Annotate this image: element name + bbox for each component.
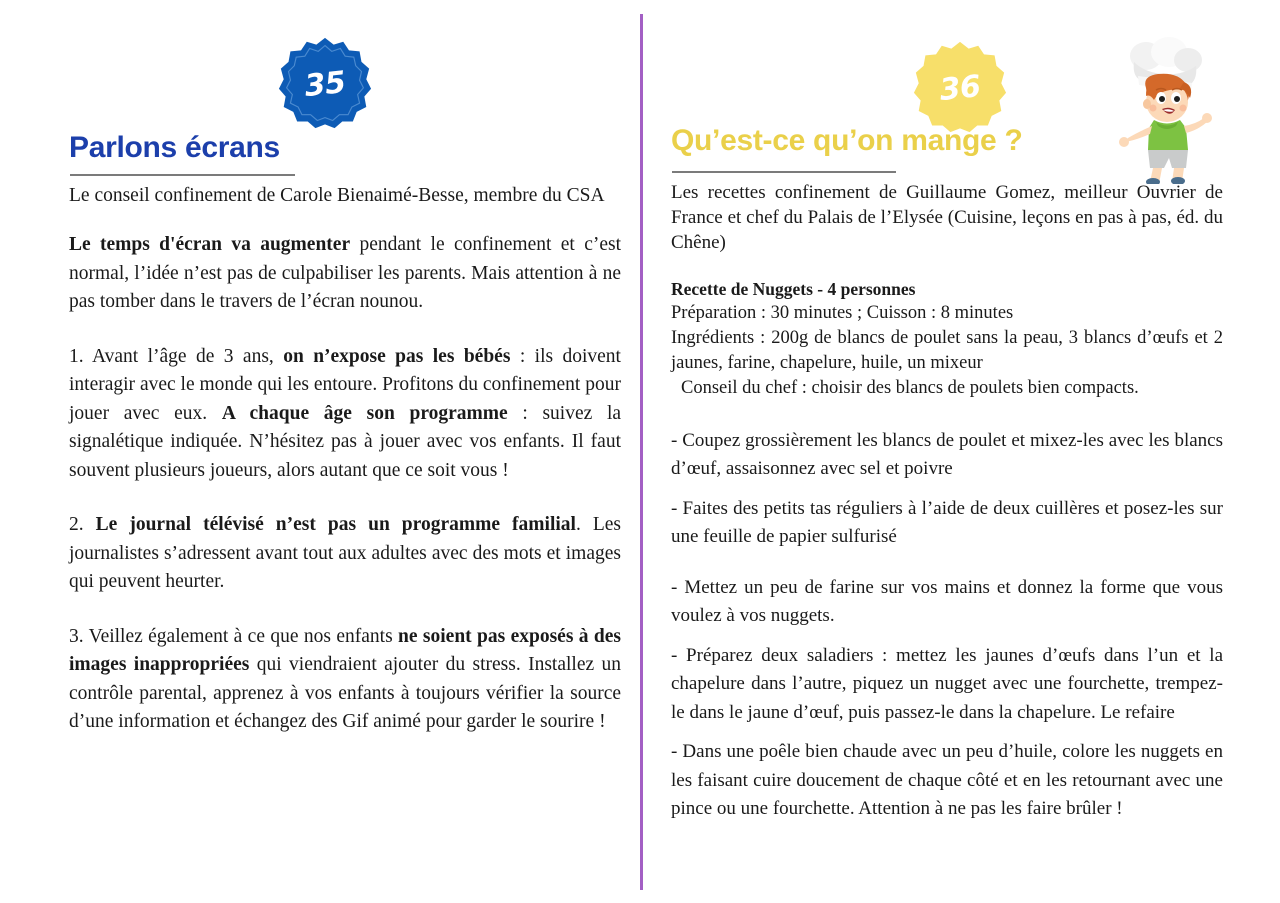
spacer	[671, 255, 1223, 277]
spacer	[69, 209, 621, 231]
recipe-step-4: - Préparez deux saladiers : mettez les jaunes d’œufs dans l’un et la chapelure dans l’autre, piquez un nugget avec une fourchette, trempez-le dans le jaune d’œuf, puis passez-le dans la chapelure. Le refaire	[671, 644, 1223, 723]
recipe-ingredients: Ingrédients : 200g de blancs de poulet sans la peau, 3 blancs d’œufs et 2 jaunes, farine, chapelure, huile, un mixeur	[671, 327, 1223, 373]
chef-boy-icon	[1112, 32, 1216, 184]
spacer	[671, 631, 1223, 642]
column-divider	[640, 14, 643, 890]
badge-number-label: 35	[302, 64, 348, 104]
spacer	[69, 597, 621, 623]
left-intro-rest: pendant le confinement et c’est normal, l’idée n’est pas de culpabiliser les parents. Mais attention à ne pas tomber dans le travers de l’écran nounou.	[69, 234, 621, 312]
item-1-bold-1: on n’expose pas les bébés	[283, 345, 511, 367]
item-3-bold-1: ne soient pas exposés à des images inappropriées	[69, 625, 621, 675]
item-2-bold-1: Le journal télévisé n’est pas un programme familial	[95, 514, 576, 535]
spacer	[671, 552, 1223, 574]
item-1-lead: 1. Avant l’âge de 3 ans,	[69, 345, 284, 367]
left-heading-rule	[70, 174, 295, 176]
item-3-mid: qui viendraient ajouter du stress. Installez un contrôle parental, apprenez à vos enfants à toujours vérifier la source d’une information et échangez des Gif animé pour garder le sourire !	[69, 654, 621, 732]
right-heading-rule	[672, 171, 896, 173]
recipe-meta: Préparation : 30 minutes ; Cuisson : 8 minutes	[671, 303, 1014, 323]
badge-number-label: 36	[937, 68, 983, 108]
spacer	[671, 401, 1223, 427]
item-2-mid: . Les journalistes s’adressent avant tout aux adultes avec des mots et images qui peuvent heurter.	[69, 514, 622, 592]
recipe-step-3: - Mettez un peu de farine sur vos mains et donnez la forme que vous voulez à vos nuggets.	[671, 576, 1223, 626]
left-intro-paragraph	[69, 231, 621, 317]
recipe-step-5: - Dans une poêle bien chaude avec un peu d’huile, colore les nuggets en les faisant cuire doucement de chaque côté et en les retournant avec une pince ou une fourchette. Attention à ne pas les faire brûler !	[671, 741, 1223, 819]
spacer	[671, 484, 1223, 495]
right-heading: Qu’est-ce qu’on mange ?	[671, 124, 1023, 157]
recipe-chef-tip: Conseil du chef : choisir des blancs de poulets bien compacts.	[681, 377, 1139, 398]
spacer	[69, 317, 621, 343]
item-1-bold-2: A chaque âge son programme	[221, 402, 508, 424]
recipe-title: Recette de Nuggets - 4 personnes	[671, 279, 916, 299]
right-article-column	[644, 0, 1280, 903]
recipe-step-2: - Faites des petits tas réguliers à l’aide de deux cuillères et posez-les sur une feuille de papier sulfurisé	[671, 497, 1223, 547]
spacer	[69, 485, 621, 511]
left-body-text	[69, 182, 621, 737]
article-number-badge-36	[912, 40, 1008, 136]
item-1-tail: : suivez la signalétique indiquée. N’hésitez pas à jouer avec vos enfants. Il faut souvent plusieurs joueurs, alors autant que ce soit vous !	[69, 402, 622, 481]
recipe-step-1: - Coupez grossièrement les blancs de poulet et mixez-les avec les blancs d’œuf, assaisonnez avec sel et poivre	[671, 429, 1223, 479]
item-2-lead: 2.	[69, 514, 96, 535]
left-intro-bold: Le temps d'écran va augmenter	[69, 234, 351, 255]
left-item-3	[69, 623, 621, 737]
item-3-lead: 3. Veillez également à ce que nos enfants	[69, 625, 399, 647]
left-heading: Parlons écrans	[69, 131, 280, 164]
left-item-2	[69, 511, 621, 597]
right-byline: Les recettes confinement de Guillaume Gomez, meilleur Ouvrier de France et chef du Palais de l’Elysée (Cuisine, leçons en pas à pas, éd. du Chêne)	[671, 182, 1223, 253]
article-number-badge-35	[277, 36, 373, 132]
right-body-text	[671, 180, 1223, 824]
spacer	[671, 727, 1223, 738]
item-1-mid: : ils doivent interagir avec le monde qui les entoure. Profitons du confinement pour jouer avec eux.	[69, 345, 621, 424]
left-item-1	[69, 343, 621, 486]
left-byline: Le conseil confinement de Carole Bienaimé-Besse, membre du CSA	[69, 185, 605, 206]
